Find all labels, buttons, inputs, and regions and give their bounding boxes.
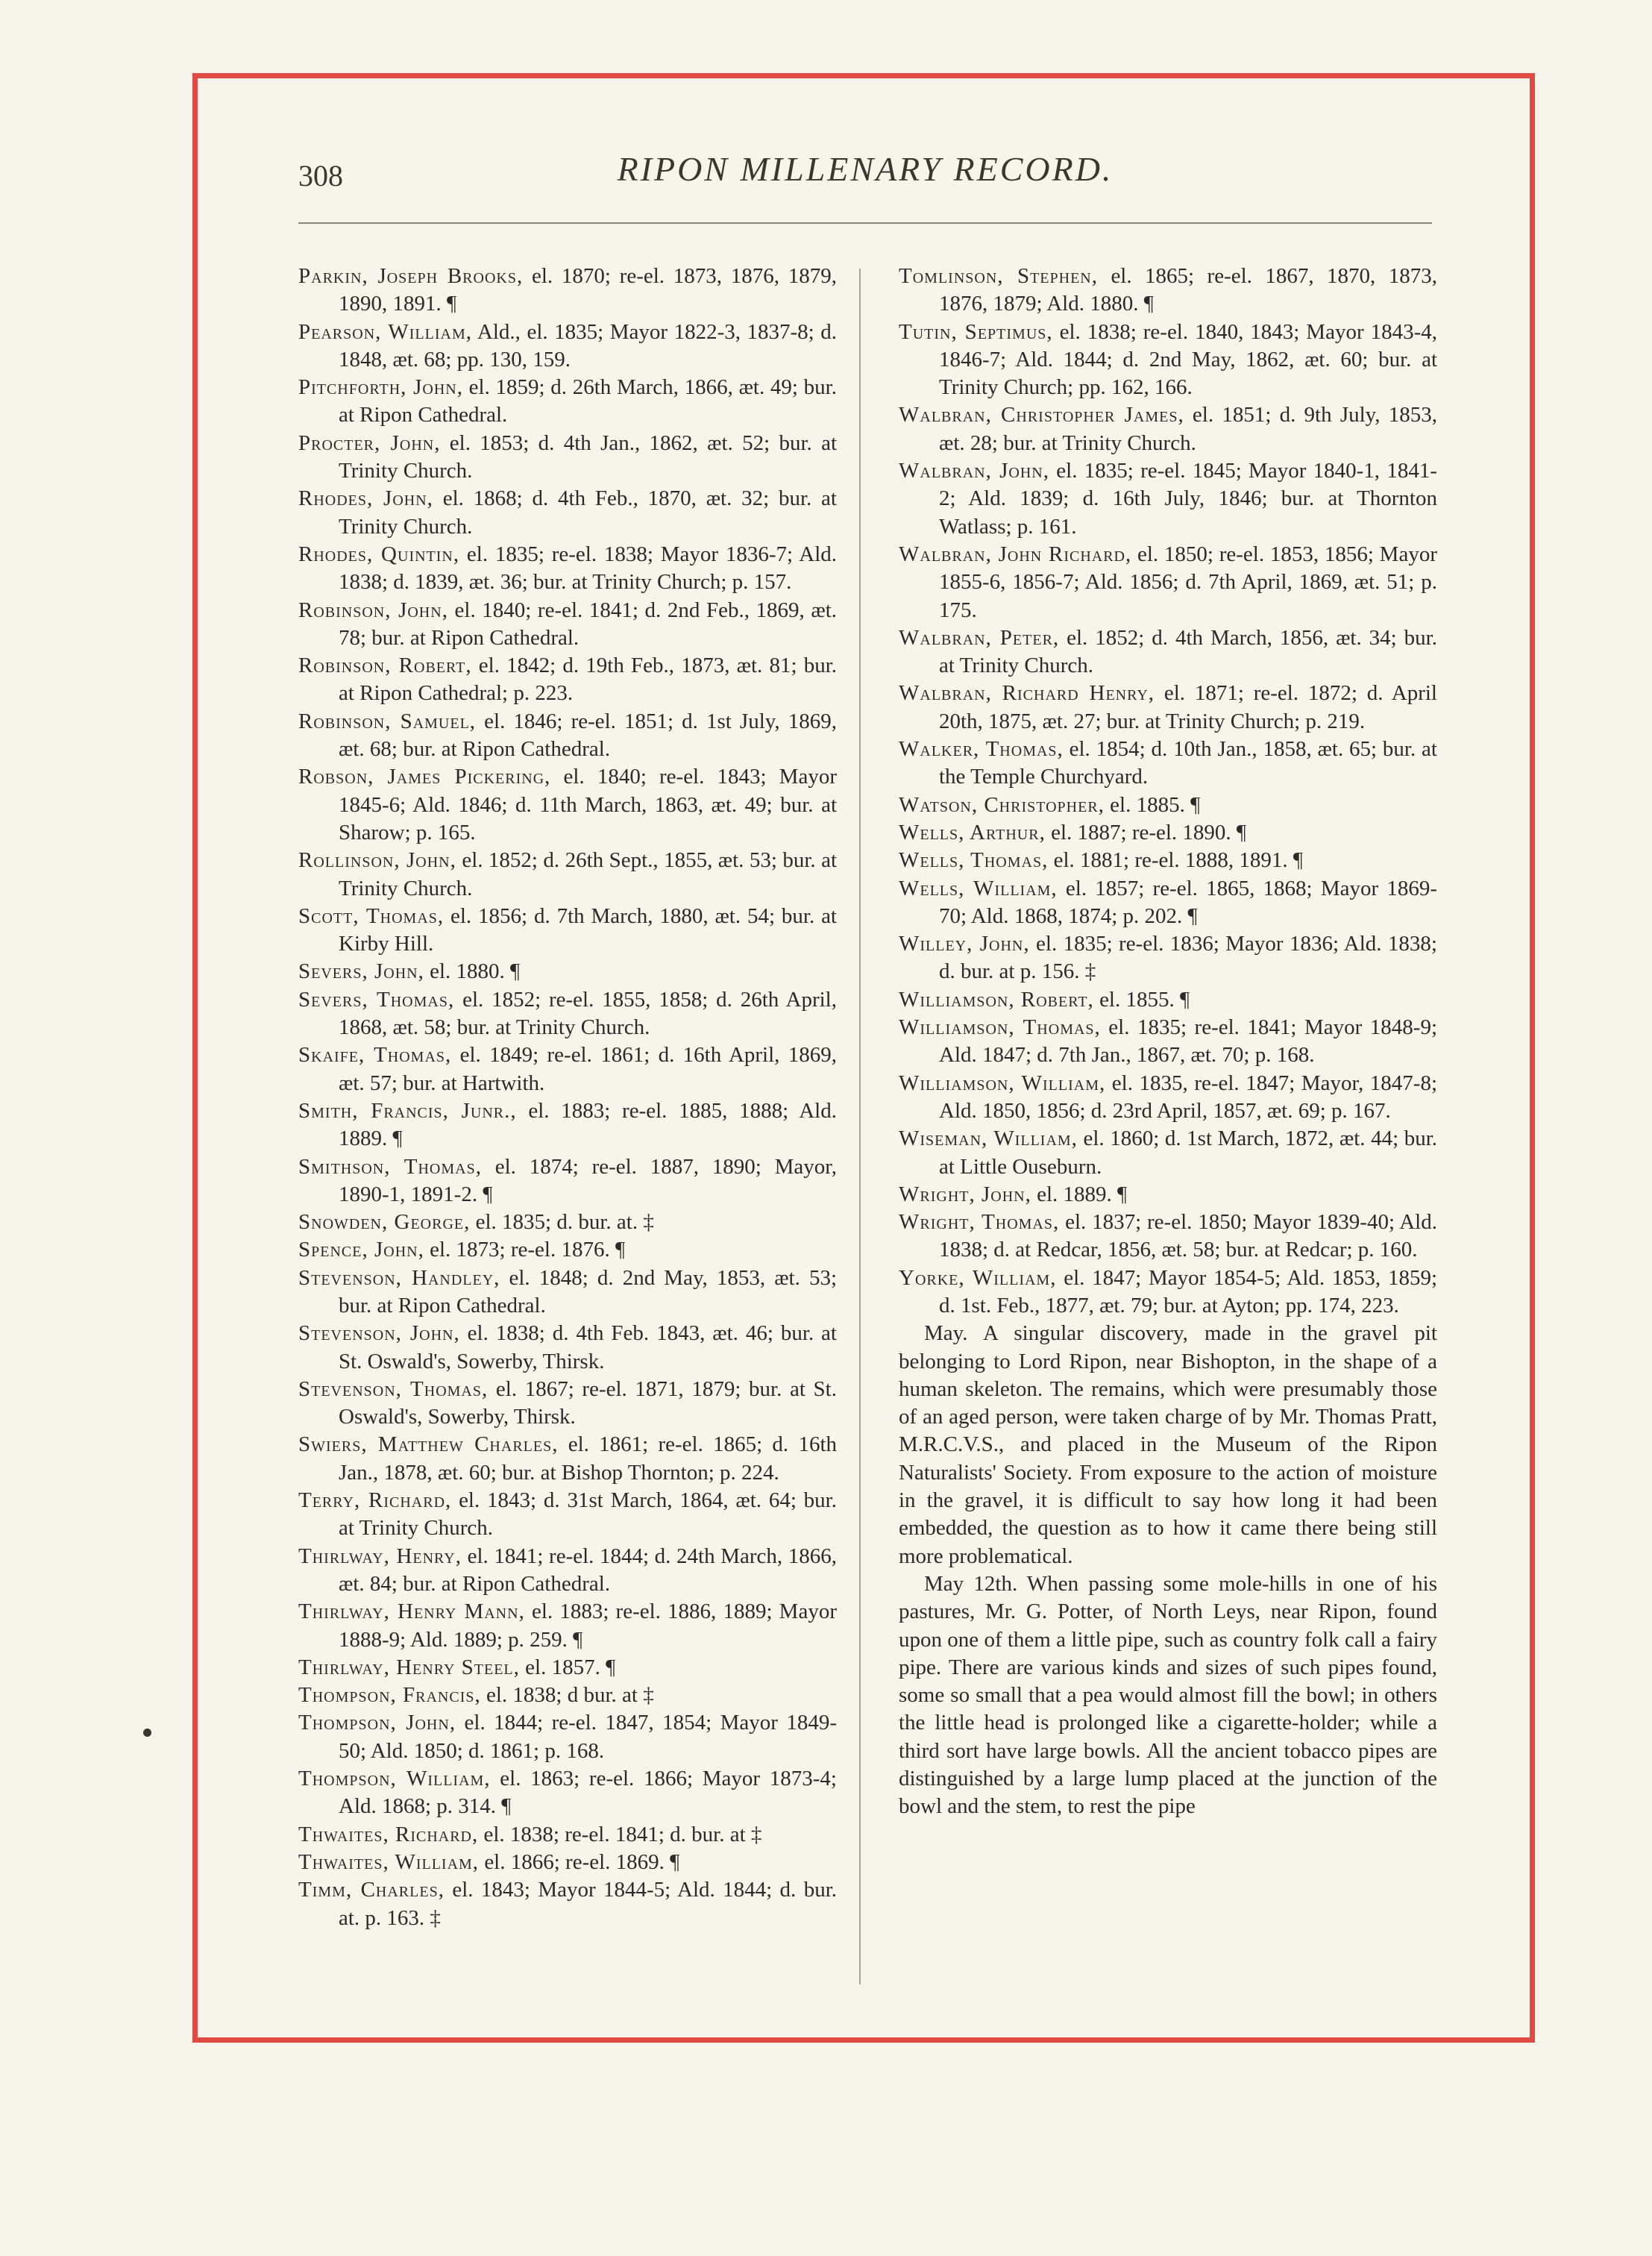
register-entry [899,986,1437,1014]
left-column [298,263,837,1932]
entry-details: el. 1835; re-el. 1836; Mayor 1836; Ald. 1838; d. bur. at p. 156. ‡ [939,932,1437,984]
entry-details: el. 1859; d. 26th March, 1866, æt. 49; bur. at Ripon Cathedral. [339,375,837,427]
register-entry [899,319,1437,402]
register-entry [899,457,1437,541]
entry-name: Walbran, Richard Henry, [899,681,1155,706]
right-column [899,263,1437,1821]
entry-name: Stevenson, John, [298,1321,460,1346]
register-entry [899,1181,1437,1209]
entry-details: el. 1843; d. 31st March, 1864, æt. 64; bur. at Trinity Church. [339,1488,837,1541]
ink-spot [143,1729,151,1737]
entry-details: el. 1852; d. 26th Sept., 1855, æt. 53; bur. at Trinity Church. [339,848,838,900]
register-entry [298,1598,837,1654]
register-entry [298,541,837,597]
entry-details: el. 1850; re-el. 1853, 1856; Mayor 1855-6, 1856-7; Ald. 1856; d. 7th April, 1869, æt. 51; p. 175. [939,542,1437,622]
register-entry [899,847,1437,874]
entry-details: el. 1855. ¶ [1093,987,1190,1012]
entry-name: Walbran, John, [899,459,1049,483]
register-entry [298,708,837,764]
entry-name: Tomlinson, Stephen, [899,264,1098,288]
entry-details: el. 1865; re-el. 1867, 1870, 1873, 1876, 1879; Ald. 1880. ¶ [939,264,1437,316]
register-entry [298,903,837,959]
entry-details: el. 1835; d. bur. at. ‡ [470,1210,654,1235]
entry-details: el. 1863; re-el. 1866; Mayor 1873-4; Ald. 1868; p. 314. ¶ [339,1767,837,1819]
entry-details: el. 1841; re-el. 1844; d. 24th March, 1866, æt. 84; bur. at Ripon Cathedral. [339,1544,837,1596]
header-rule [298,222,1432,224]
entry-name: Robinson, Robert, [298,654,472,678]
entry-name: Thwaites, Richard, [298,1822,479,1846]
entry-details: el. 1861; re-el. 1865; d. 16th Jan., 1878, æt. 60; bur. at Bishop Thornton; p. 224. [339,1432,837,1485]
entry-details: el. 1840; re-el. 1843; Mayor 1845-6; Ald. 1846; d. 11th March, 1863, æt. 49; bur. at Sharow; p. 165. [339,765,837,845]
entry-name: Timm, Charles, [298,1878,445,1902]
entry-details: el. 1889. ¶ [1031,1182,1128,1206]
entry-details: el. 1846; re-el. 1851; d. 1st July, 1869, æt. 68; bur. at Ripon Cathedral. [339,709,837,762]
register-entry [298,847,837,903]
register-entry [899,930,1437,986]
register-entry [298,319,837,375]
entry-details: el. 1835; re-el. 1838; Mayor 1836-7; Ald. 1838; d. 1839, æt. 36; bur. at Trinity Church; p. 157. [339,542,837,595]
register-entry [899,736,1437,792]
entry-name: Rollinson, John, [298,848,456,873]
register-entry [899,1014,1437,1070]
entry-name: Willey, John, [899,932,1030,956]
entry-details: el. 1838; d. 4th Feb. 1843, æt. 46; bur. at St. Oswald's, Sowerby, Thirsk. [339,1321,837,1373]
entry-name: Thompson, William, [298,1767,491,1791]
body-paragraph: May. A singular discovery, made in the gravel pit belonging to Lord Ripon, near Bishopton, in the shape of a human skeleton. The remains, which were presumably those of an aged person, were taken charge of by Mr. Thomas Pratt, M.R.C.V.S., and placed in the Museum of the Ripon Naturalists' Society. From exposure to the action of moisture in the gravel, it is difficult to say how long it had been embedded, the question as to how it came there being still more problematical. [899,1321,1437,1568]
entry-details: Ald., el. 1835; Mayor 1822-3, 1837-8; d. 1848, æt. 68; pp. 130, 159. [339,319,837,372]
entry-details: el. 1885. ¶ [1104,792,1201,817]
register-entry [298,430,837,486]
register-entry [298,652,837,708]
entry-name: Wells, Thomas, [899,848,1049,873]
entry-name: Pitchforth, John, [298,375,463,400]
entry-details: el. 1868; d. 4th Feb., 1870, æt. 32; bur. at Trinity Church. [339,486,837,539]
register-entry [298,1543,837,1599]
register-entry [298,1765,837,1821]
entry-name: Rhodes, Quintin, [298,542,460,566]
entry-details: el. 1856; d. 7th March, 1880, æt. 54; bur. at Kirby Hill. [339,903,837,956]
register-entry [298,1431,837,1487]
register-entry [298,1097,837,1153]
entry-name: Thirlway, Henry, [298,1544,462,1568]
entry-details: el. 1883; re-el. 1885, 1888; Ald. 1889. ¶ [339,1098,837,1151]
entry-name: Pearson, William, [298,319,472,344]
entry-name: Skaife, Thomas, [298,1043,452,1068]
register-entry [298,1376,837,1432]
body-paragraph: May 12th. When passing some mole-hills in one of his pastures, Mr. G. Potter, of North Leys, near Ripon, found upon one of them a little pipe, such as country folk call a fairy pipe. There are various kinds and sizes of such pipes found, some so small that a pea would almost fill the bowl; in others the little head is prolonged like a cigarette-holder; while a third sort have large bowls. All the ancient tobacco pipes are distinguished by a large lump placed at the junction of the bowl and the stem, to rest the pipe [899,1571,1437,1819]
register-entry [298,958,837,986]
register-entry [298,1041,837,1097]
entry-name: Terry, Richard, [298,1488,452,1513]
entry-details: el. 1835; re-el. 1841; Mayor 1848-9; Ald. 1847; d. 7th Jan., 1867, æt. 70; p. 168. [939,1015,1437,1068]
register-entry [298,263,837,319]
entry-details: el. 1838; d bur. at ‡ [480,1683,654,1708]
entry-name: Robinson, John, [298,598,448,622]
entry-details: el. 1851; d. 9th July, 1853, æt. 28; bur. at Trinity Church. [939,403,1437,455]
entry-details: el. 1835, re-el. 1847; Mayor, 1847-8; Ald. 1850, 1856; d. 23rd April, 1857, æt. 69; p. 167. [939,1071,1437,1123]
entry-details: el. 1838; re-el. 1841; d. bur. at ‡ [478,1822,762,1846]
entry-name: Robinson, Samuel, [298,709,477,733]
register-entry [899,1209,1437,1265]
entry-details: el. 1843; Mayor 1844-5; Ald. 1844; d. bur. at. p. 163. ‡ [339,1878,837,1930]
entry-name: Williamson, Robert, [899,987,1094,1012]
entry-name: Thompson, John, [298,1711,456,1735]
entry-details: el. 1849; re-el. 1861; d. 16th April, 1869, æt. 57; bur. at Hartwith. [339,1043,837,1095]
entry-details: el. 1857; re-el. 1865, 1868; Mayor 1869-70; Ald. 1868, 1874; p. 202. ¶ [939,876,1437,928]
entry-details: el. 1838; re-el. 1840, 1843; Mayor 1843-4, 1846-7; Ald. 1844; d. 2nd May, 1862, æt. 60; bur. at Trinity Church; pp. 162, 166. [939,319,1437,400]
entry-name: Wells, Arthur, [899,820,1046,845]
entry-details: el. 1870; re-el. 1873, 1876, 1879, 1890, 1891. ¶ [339,264,837,316]
register-entry [298,1654,837,1682]
entry-details: el. 1844; re-el. 1847, 1854; Mayor 1849-50; Ald. 1850; d. 1861; p. 168. [339,1711,837,1763]
entry-details: el. 1852; re-el. 1855, 1858; d. 26th April, 1868, æt. 58; bur. at Trinity Church. [339,987,837,1040]
register-entry [899,1125,1437,1181]
entry-name: Yorke, William, [899,1265,1057,1290]
entry-name: Wright, John, [899,1182,1031,1206]
entry-name: Robson, James Pickering, [298,765,551,789]
entry-name: Tutin, Septimus, [899,319,1053,344]
entry-details: el. 1854; d. 10th Jan., 1858, æt. 65; bur. at the Temple Churchyard. [939,737,1437,789]
entry-name: Thirlway, Henry Mann, [298,1599,525,1624]
register-entry [298,986,837,1042]
entry-name: Wells, William, [899,876,1058,900]
register-entry [298,1682,837,1709]
register-entry [298,1209,837,1236]
register-entry [899,624,1437,680]
entry-details: el. 1848; d. 2nd May, 1853, æt. 53; bur. at Ripon Cathedral. [339,1265,837,1317]
register-entry [899,680,1437,736]
entry-name: Walker, Thomas, [899,737,1064,762]
register-entry [298,1849,837,1876]
page-number: 308 [298,159,343,192]
entry-name: Wiseman, William, [899,1127,1078,1151]
entry-name: Williamson, Thomas, [899,1015,1101,1040]
entry-name: Thirlway, Henry Steel, [298,1655,520,1679]
column-divider [859,269,861,1984]
entry-name: Scott, Thomas, [298,903,445,928]
register-entry [298,1876,837,1932]
entry-details: el. 1867; re-el. 1871, 1879; bur. at St. Oswald's, Sowerby, Thirsk. [339,1376,837,1429]
entry-details: el. 1887; re-el. 1890. ¶ [1045,820,1247,845]
entry-details: el. 1866; re-el. 1869. ¶ [479,1849,680,1874]
entry-details: el. 1842; d. 19th Feb., 1873, æt. 81; bur. at Ripon Cathedral; p. 223. [339,654,838,706]
entry-details: el. 1837; re-el. 1850; Mayor 1839-40; Ald. 1838; d. at Redcar, 1856, æt. 58; bur. at Redcar; p. 160. [939,1210,1437,1262]
entry-name: Williamson, William, [899,1071,1106,1095]
entry-details: el. 1880. ¶ [424,959,521,984]
register-entry [298,763,837,847]
entry-details: el. 1857. ¶ [519,1655,616,1679]
entry-name: Watson, Christopher, [899,792,1105,817]
register-entry [899,401,1437,457]
entry-name: Thompson, Francis, [298,1683,481,1708]
register-entry [899,263,1437,319]
entry-name: Wright, Thomas, [899,1210,1060,1235]
entry-name: Walbran, John Richard, [899,542,1132,566]
entry-details: el. 1881; re-el. 1888, 1891. ¶ [1048,848,1304,873]
entry-name: Swiers, Matthew Charles, [298,1432,559,1457]
entry-details: el. 1873; re-el. 1876. ¶ [424,1238,626,1262]
register-entry [298,1320,837,1376]
entry-name: Spence, John, [298,1238,424,1262]
register-entry [298,1265,837,1320]
entry-name: Stevenson, Handley, [298,1265,500,1290]
register-entry [298,597,837,653]
entry-name: Smithson, Thomas, [298,1154,482,1179]
register-entry [899,875,1437,931]
register-entry [899,541,1437,624]
register-entry [298,374,837,430]
register-entry [298,1709,837,1765]
register-entry [899,1265,1437,1320]
entry-details: el. 1871; re-el. 1872; d. April 20th, 1875, æt. 27; bur. at Trinity Church; p. 219. [939,681,1437,733]
register-entry [298,1487,837,1543]
entry-name: Rhodes, John, [298,486,433,511]
register-entry [298,1153,837,1209]
register-entry [899,819,1437,847]
entry-name: Walbran, Peter, [899,625,1060,650]
entry-name: Parkin, Joseph Brooks, [298,264,524,288]
entry-name: Thwaites, William, [298,1849,480,1874]
register-entry [298,1821,837,1849]
register-entry [298,485,837,541]
page-title: RIPON MILLENARY RECORD. [617,150,1114,188]
entry-name: Walbran, Christopher James, [899,403,1184,427]
entry-details: el. 1860; d. 1st March, 1872, æt. 44; bur. at Little Ouseburn. [939,1127,1438,1179]
entry-details: el. 1840; re-el. 1841; d. 2nd Feb., 1869, æt. 78; bur. at Ripon Cathedral. [339,598,838,650]
register-entry [899,792,1437,819]
entry-name: Stevenson, Thomas, [298,1376,489,1401]
entry-name: Severs, John, [298,959,424,984]
entry-name: Smith, Francis, Junr., [298,1098,517,1123]
register-entry [899,1070,1437,1126]
entry-details: el. 1835; re-el. 1845; Mayor 1840-1, 1841-2; Ald. 1839; d. 16th July, 1846; bur. at Thornton Watlass; p. 161. [939,459,1437,539]
entry-details: el. 1853; d. 4th Jan., 1862, æt. 52; bur. at Trinity Church. [339,430,838,483]
entry-details: el. 1852; d. 4th March, 1856, æt. 34; bur. at Trinity Church. [939,625,1437,678]
entry-name: Severs, Thomas, [298,987,455,1012]
entry-name: Procter, John, [298,430,441,455]
register-entry [298,1236,837,1264]
entry-details: el. 1874; re-el. 1887, 1890; Mayor, 1890-1, 1891-2. ¶ [339,1154,838,1206]
entry-details: el. 1883; re-el. 1886, 1889; Mayor 1888-9; Ald. 1889; p. 259. ¶ [339,1599,837,1652]
entry-details: el. 1847; Mayor 1854-5; Ald. 1853, 1859; d. 1st. Feb., 1877, æt. 79; bur. at Ayton; pp. 174, 223. [939,1265,1437,1317]
entry-name: Snowden, George, [298,1210,471,1235]
